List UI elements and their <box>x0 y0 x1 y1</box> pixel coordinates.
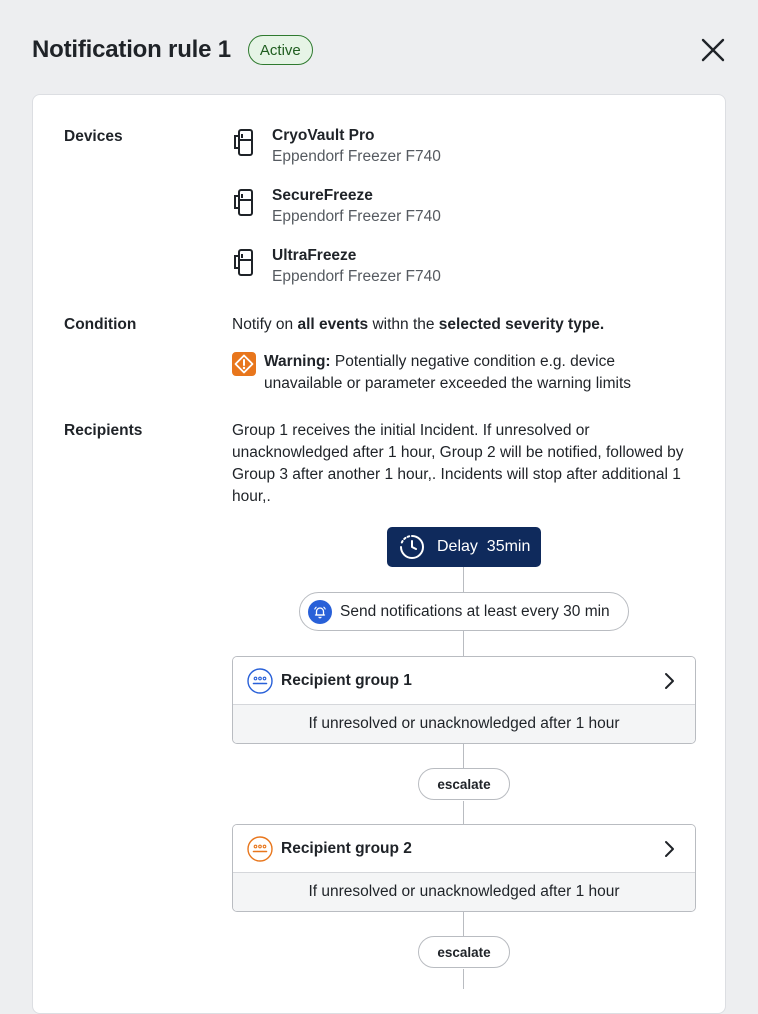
warning-title: Warning: <box>264 353 331 370</box>
recipient-group-card <box>232 656 696 744</box>
delay-pill <box>387 527 541 567</box>
flow-connector <box>463 912 464 937</box>
device-model: Eppendorf Freezer F740 <box>272 208 441 225</box>
close-button[interactable] <box>700 37 726 63</box>
recipients-description: Group 1 receives the initial Incident. If unresolved or unacknowledged after 1 hour, Group 2 will be notified, followed by Group 3 after another 1 hour,. Incidents will stop after additional 1 hour,. <box>232 422 684 505</box>
send-frequency-text: Send notifications at least every 30 min <box>340 602 610 620</box>
recipient-group-card <box>232 824 696 912</box>
freezer-icon <box>232 248 258 278</box>
recipient-group-title: Recipient group 1 <box>281 671 412 689</box>
status-badge: Active <box>248 35 313 65</box>
page-header <box>32 32 726 68</box>
device-model: Eppendorf Freezer F740 <box>272 148 441 165</box>
close-icon <box>701 38 725 62</box>
flow-connector <box>463 969 464 989</box>
warning-description <box>264 351 662 395</box>
recipient-group-header[interactable] <box>233 825 695 873</box>
page-title: Notification rule 1 <box>32 36 231 63</box>
flow-connector <box>463 744 464 769</box>
devices-label: Devices <box>64 128 123 145</box>
group-people-icon <box>247 668 273 694</box>
escalate-button[interactable]: escalate <box>418 768 510 800</box>
warning-severity <box>232 351 662 395</box>
delay-label: Delay <box>437 538 478 555</box>
condition-severity: selected severity type. <box>438 316 605 333</box>
flow-connector <box>463 567 464 592</box>
send-frequency-pill <box>299 592 629 631</box>
recipient-group-condition: If unresolved or unacknowledged after 1 hour <box>233 705 695 743</box>
bell-icon <box>313 605 327 619</box>
recipient-group-title: Recipient group 2 <box>281 839 412 857</box>
device-item <box>232 246 441 290</box>
warning-body: Potentially negative condition e.g. device unavailable or parameter exceeded the warning limits <box>264 353 632 392</box>
bell-badge <box>308 600 332 624</box>
rule-details-card <box>32 94 726 1014</box>
freezer-icon <box>232 188 258 218</box>
warning-icon <box>232 352 256 376</box>
delay-value: 35min <box>486 538 531 555</box>
group-people-icon <box>247 836 273 862</box>
condition-text <box>232 314 604 336</box>
timer-icon <box>399 534 425 560</box>
recipient-group-condition: If unresolved or unacknowledged after 1 hour <box>233 873 695 911</box>
condition-prefix: Notify on <box>232 316 298 333</box>
condition-events: all events <box>297 316 369 333</box>
escalate-button[interactable]: escalate <box>418 936 510 968</box>
recipient-group-header[interactable] <box>233 657 695 705</box>
condition-middle: withn the <box>368 316 439 333</box>
device-name: CryoVault Pro <box>272 127 375 144</box>
recipients-label: Recipients <box>64 422 143 439</box>
device-name: UltraFreeze <box>272 247 357 264</box>
flow-connector <box>463 801 464 824</box>
chevron-right-icon <box>659 671 679 691</box>
flow-connector <box>463 631 464 656</box>
condition-label: Condition <box>64 316 137 333</box>
device-item <box>232 186 441 230</box>
device-model: Eppendorf Freezer F740 <box>272 268 441 285</box>
freezer-icon <box>232 128 258 158</box>
chevron-right-icon <box>659 839 679 859</box>
device-name: SecureFreeze <box>272 187 373 204</box>
device-item <box>232 126 441 170</box>
